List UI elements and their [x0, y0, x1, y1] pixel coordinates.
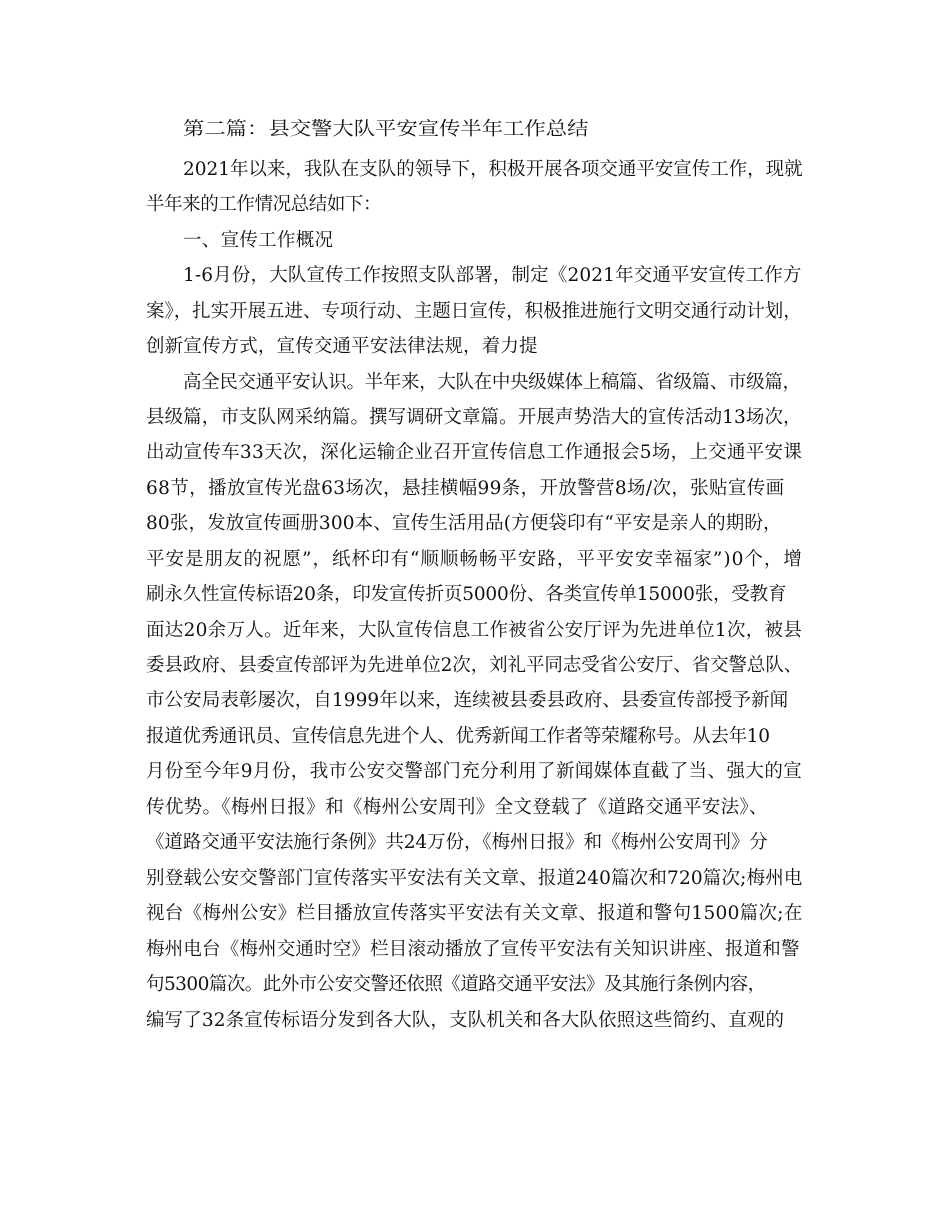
- paragraph-line: 刷永久性宣传标语20条，印发宣传折页5000份、各类宣传单15000张，受教育: [146, 584, 787, 605]
- paragraph-line: 出动宣传车33天次，深化运输企业召开宣传信息工作通报会5场，上交通平安课: [146, 442, 803, 463]
- paragraph-line: 创新宣传方式，宣传交通平安法律法规，着力提: [146, 336, 538, 357]
- paragraph-line: 报道优秀通讯员、宣传信息先进个人、优秀新闻工作者等荣耀称号。从去年10: [146, 726, 770, 747]
- paragraph-line: 月份至今年9月份，我市公安交警部门充分利用了新闻媒体直截了当、强大的宣: [146, 761, 803, 782]
- paragraph-line: 传优势。《梅州日报》和《梅州公安周刊》全文登载了《道路交通平安法》、: [146, 797, 768, 818]
- paragraph-line: 68节，播放宣传光盘63场次，悬挂横幅99条，开放警营8场/次，张贴宣传画: [146, 478, 785, 499]
- paragraph-line: 高全民交通平安认识。半年来，大队在中央级媒体上稿篇、省级篇、市级篇，: [183, 372, 801, 393]
- paragraph-line: 视台《梅州公安》栏目播放宣传落实平安法有关文章、报道和警句1500篇次;在: [146, 903, 803, 924]
- paragraph-line: 别登载公安交警部门宣传落实平安法有关文章、报道240篇次和720篇次;梅州电: [146, 868, 803, 889]
- paragraph-line: 县级篇，市支队网采纳篇。撰写调研文章篇。开展声势浩大的宣传活动13场次，: [146, 407, 802, 428]
- paragraph-line: 80张，发放宣传画册300本、宣传生活用品(方便袋印有“平安是亲人的期盼，: [146, 513, 782, 534]
- paragraph-line: 委县政府、县委宣传部评为先进单位2次，刘礼平同志受省公安厅、省交警总队、: [146, 655, 803, 676]
- paragraph-line: 半年来的工作情况总结如下：: [146, 194, 382, 215]
- paragraph-line: 编写了32条宣传标语分发到各大队，支队机关和各大队依照这些简约、直观的: [146, 1010, 785, 1031]
- paragraph-line: 梅州电台《梅州交通时空》栏目滚动播放了宣传平安法有关知识讲座、报道和警: [146, 939, 800, 960]
- document-title: 第二篇：县交警大队平安宣传半年工作总结: [183, 119, 589, 140]
- paragraph-line: 案》，扎实开展五进、专项行动、主题日宣传，积极推进施行文明交通行动计划，: [146, 301, 802, 322]
- paragraph-line: 2021年以来，我队在支队的领导下，积极开展各项交通平安宣传工作，现就: [183, 159, 803, 180]
- section-heading: 一、宣传工作概况: [183, 230, 334, 251]
- paragraph-line: 句5300篇次。此外市公安交警还依照《道路交通平安法》及其施行条例内容，: [146, 974, 766, 995]
- paragraph-line: 面达20余万人。近年来，大队宣传信息工作被省公安厅评为先进单位1次，被县: [146, 620, 803, 641]
- paragraph-line: 1-6月份，大队宣传工作按照支队部署，制定《2021年交通平安宣传工作方: [183, 265, 802, 286]
- paragraph-line: 平安是朋友的祝愿”，纸杯印有“顺顺畅畅平安路，平平安安幸福家”)0个，增: [146, 549, 803, 570]
- paragraph-line: 《道路交通平安法施行条例》共24万份，《梅州日报》和《梅州公安周刊》分: [146, 832, 768, 853]
- paragraph-line: 市公安局表彰屡次，自1999年以来，连续被县委县政府、县委宣传部授予新闻: [146, 690, 789, 711]
